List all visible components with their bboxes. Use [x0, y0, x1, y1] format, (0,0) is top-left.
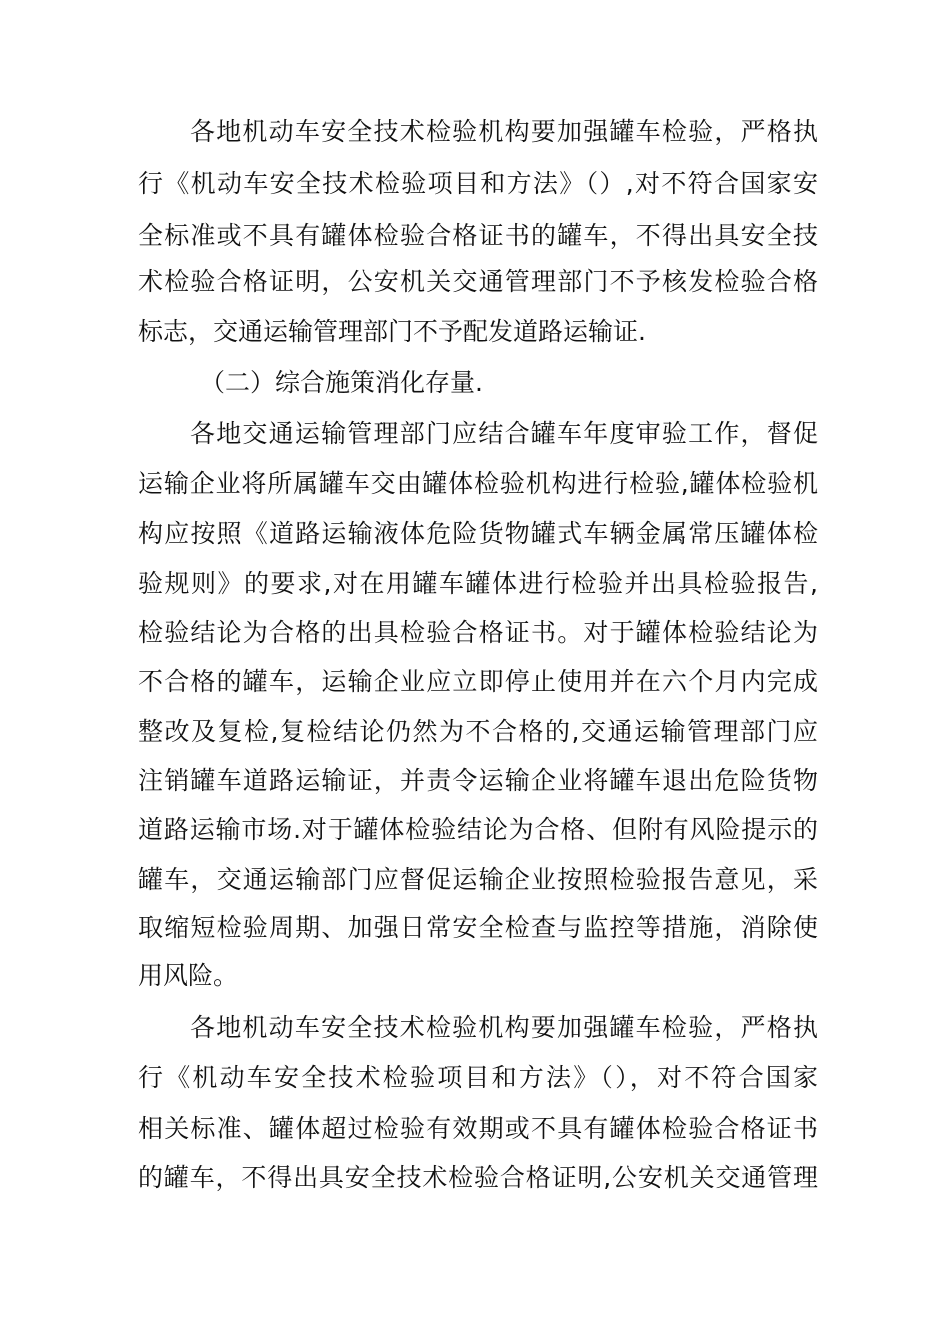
- paragraph-2-line-12: 用风险。: [138, 961, 239, 990]
- paragraph-2-line-7: 整改及复检,复检结论仍然为不合格的,交通运输管理部门应: [138, 717, 818, 746]
- paragraph-2-line-6: 不合格的罐车，运输企业应立即停止使用并在六个月内完成: [138, 667, 818, 696]
- paragraph-2-line-9: 道路运输市场.对于罐体检验结论为合格、但附有风险提示的: [138, 815, 818, 844]
- paragraph-2-line-3: 构应按照《道路运输液体危险货物罐式车辆金属常压罐体检: [138, 519, 818, 548]
- paragraph-2-line-2: 运输企业将所属罐车交由罐体检验机构进行检验,罐体检验机: [138, 469, 818, 498]
- paragraph-2-line-8: 注销罐车道路运输证，并责令运输企业将罐车退出危险货物: [138, 766, 818, 795]
- paragraph-2-line-10: 罐车，交通运输部门应督促运输企业按照检验报告意见，采: [138, 865, 818, 894]
- paragraph-2-line-5: 检验结论为合格的出具检验合格证书。对于罐体检验结论为: [138, 618, 818, 647]
- section-heading: （二）综合施策消化存量.: [200, 368, 483, 397]
- paragraph-2-line-4: 验规则》的要求,对在用罐车罐体进行检验并出具检验报告,: [138, 569, 818, 598]
- paragraph-3-line-3: 相关标准、罐体超过检验有效期或不具有罐体检验合格证书: [138, 1114, 818, 1143]
- paragraph-1-line-1: 各地机动车安全技术检验机构要加强罐车检验，严格执: [190, 117, 818, 146]
- paragraph-1-line-2: 行《机动车安全技术检验项目和方法》（）,对不符合国家安: [138, 169, 818, 198]
- paragraph-1-line-4: 术检验合格证明，公安机关交通管理部门不予核发检验合格: [138, 267, 818, 296]
- paragraph-3-line-2: 行《机动车安全技术检验项目和方法》（），对不符合国家: [138, 1063, 818, 1092]
- paragraph-2-line-1: 各地交通运输管理部门应结合罐车年度审验工作，督促: [190, 419, 818, 448]
- paragraph-3-line-4: 的罐车，不得出具安全技术检验合格证明,公安机关交通管理: [138, 1163, 818, 1192]
- paragraph-2-line-11: 取缩短检验周期、加强日常安全检查与监控等措施，消除使: [138, 913, 818, 942]
- paragraph-1-line-3: 全标准或不具有罐体检验合格证书的罐车，不得出具安全技: [138, 221, 818, 250]
- paragraph-1-line-5: 标志，交通运输管理部门不予配发道路运输证.: [138, 317, 646, 346]
- paragraph-3-line-1: 各地机动车安全技术检验机构要加强罐车检验，严格执: [190, 1013, 818, 1042]
